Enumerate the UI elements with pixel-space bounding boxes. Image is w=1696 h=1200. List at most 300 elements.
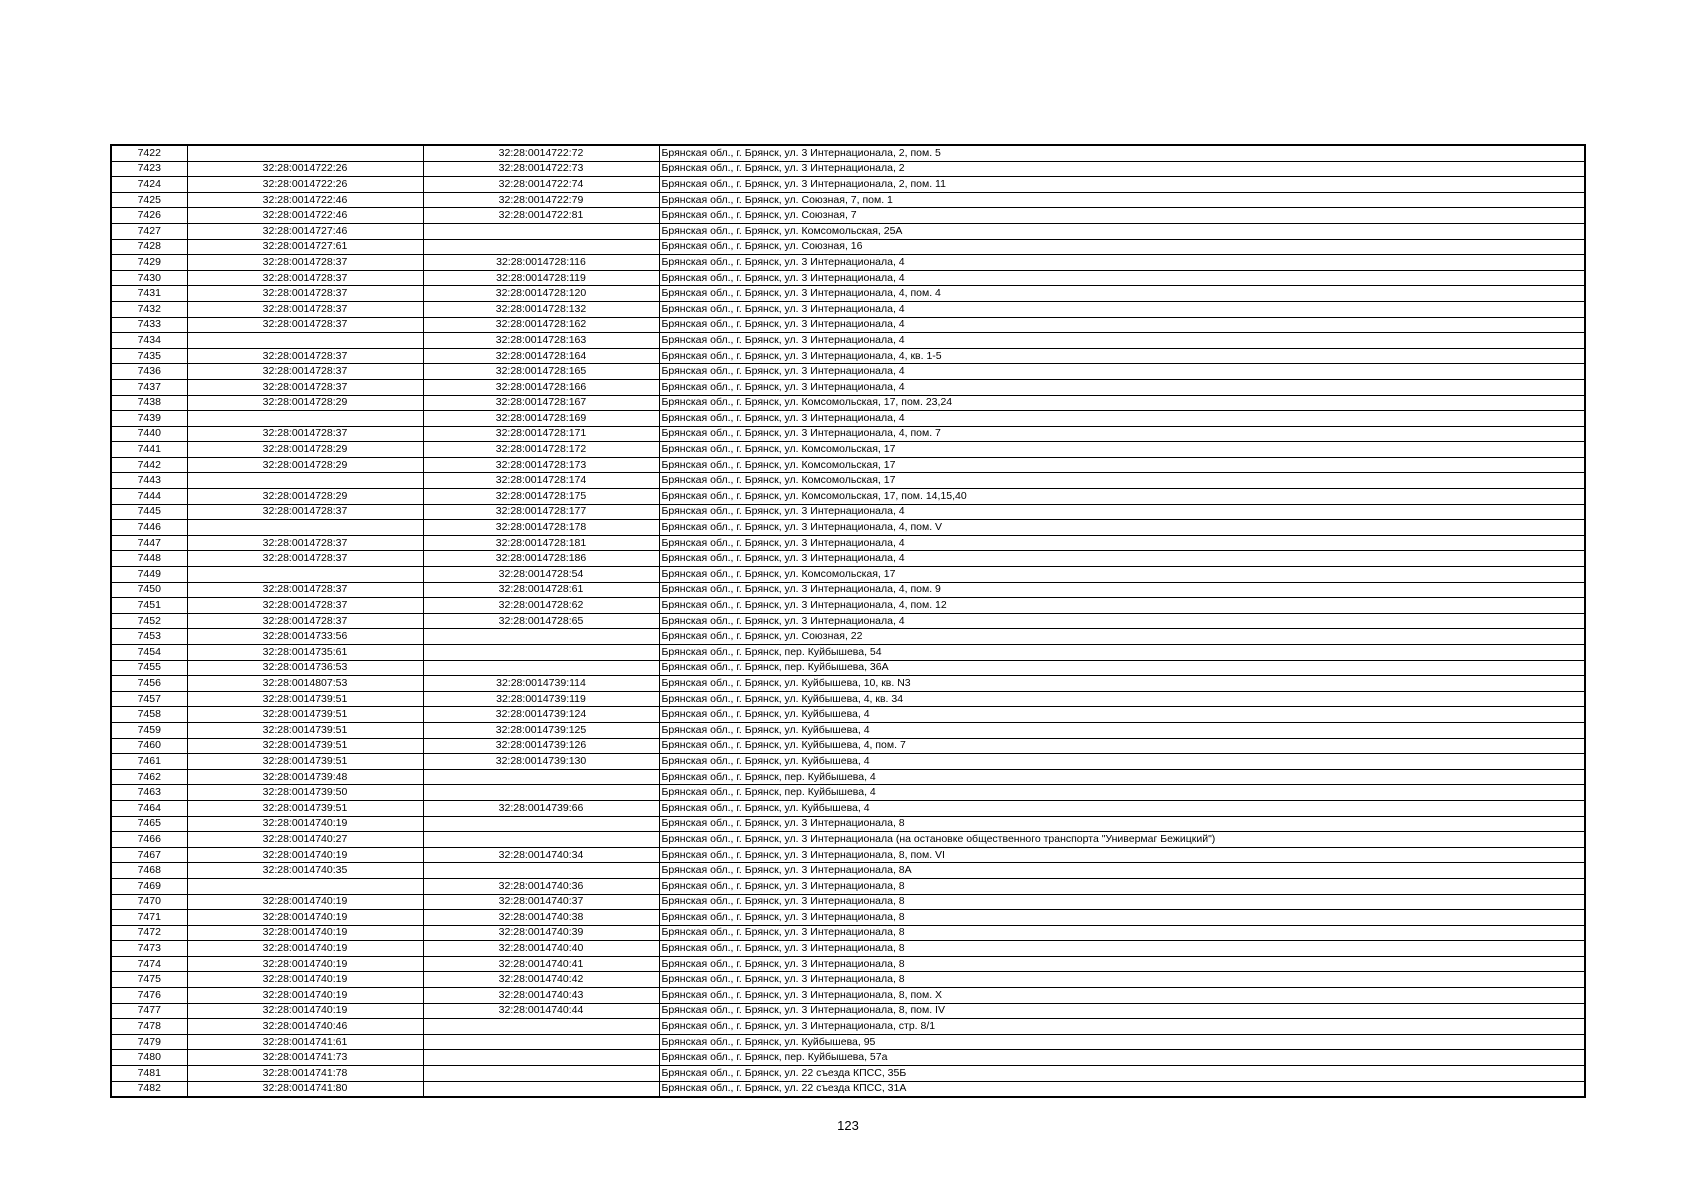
table-row (111, 395, 1585, 411)
land-plot-cadastral-number-cell: 32:28:0014740:19 (187, 941, 423, 957)
address-cell: Брянская обл., г. Брянск, ул. 3 Интернационала, 8, пом. IV (659, 1003, 1585, 1019)
address-cell: Брянская обл., г. Брянск, ул. 3 Интернационала, 4 (659, 504, 1585, 520)
row-number-cell: 7433 (111, 317, 187, 333)
address-cell: Брянская обл., г. Брянск, ул. 3 Интернационала, 2, пом. 11 (659, 177, 1585, 193)
land-plot-cadastral-number-cell: 32:28:0014722:46 (187, 208, 423, 224)
object-cadastral-number-cell: 32:28:0014739:126 (423, 738, 659, 754)
table-row (111, 442, 1585, 458)
row-number-cell: 7428 (111, 239, 187, 255)
row-number-cell: 7453 (111, 629, 187, 645)
land-plot-cadastral-number-cell: 32:28:0014740:19 (187, 1003, 423, 1019)
address-cell: Брянская обл., г. Брянск, ул. 3 Интернационала, 4 (659, 411, 1585, 427)
row-number-cell: 7450 (111, 582, 187, 598)
row-number-cell: 7459 (111, 722, 187, 738)
object-cadastral-number-cell: 32:28:0014728:186 (423, 551, 659, 567)
land-plot-cadastral-number-cell: 32:28:0014728:29 (187, 489, 423, 505)
land-plot-cadastral-number-cell: 32:28:0014722:26 (187, 161, 423, 177)
land-plot-cadastral-number-cell: 32:28:0014740:35 (187, 863, 423, 879)
object-cadastral-number-cell: 32:28:0014740:36 (423, 878, 659, 894)
land-plot-cadastral-number-cell: 32:28:0014741:78 (187, 1066, 423, 1082)
land-plot-cadastral-number-cell: 32:28:0014728:37 (187, 551, 423, 567)
row-number-cell: 7427 (111, 223, 187, 239)
registry-table-body (111, 145, 1585, 1097)
address-cell: Брянская обл., г. Брянск, ул. 3 Интернационала, 8, пом. X (659, 988, 1585, 1004)
table-row (111, 1019, 1585, 1035)
address-cell: Брянская обл., г. Брянск, ул. Куйбышева, 95 (659, 1034, 1585, 1050)
row-number-cell: 7444 (111, 489, 187, 505)
table-row (111, 1081, 1585, 1097)
row-number-cell: 7442 (111, 457, 187, 473)
row-number-cell: 7431 (111, 286, 187, 302)
land-plot-cadastral-number-cell: 32:28:0014740:46 (187, 1019, 423, 1035)
row-number-cell: 7472 (111, 925, 187, 941)
row-number-cell: 7460 (111, 738, 187, 754)
address-cell: Брянская обл., г. Брянск, ул. 3 Интернационала, 8А (659, 863, 1585, 879)
table-row (111, 411, 1585, 427)
row-number-cell: 7440 (111, 426, 187, 442)
land-plot-cadastral-number-cell: 32:28:0014736:53 (187, 660, 423, 676)
table-row (111, 925, 1585, 941)
row-number-cell: 7451 (111, 598, 187, 614)
table-row (111, 426, 1585, 442)
row-number-cell: 7465 (111, 816, 187, 832)
address-cell: Брянская обл., г. Брянск, ул. 22 съезда КПСС, 35Б (659, 1066, 1585, 1082)
land-plot-cadastral-number-cell: 32:28:0014735:61 (187, 645, 423, 661)
land-plot-cadastral-number-cell: 32:28:0014728:37 (187, 348, 423, 364)
land-plot-cadastral-number-cell: 32:28:0014739:51 (187, 754, 423, 770)
registry-table (110, 144, 1586, 1098)
object-cadastral-number-cell: 32:28:0014728:120 (423, 286, 659, 302)
land-plot-cadastral-number-cell: 32:28:0014807:53 (187, 676, 423, 692)
land-plot-cadastral-number-cell: 32:28:0014739:51 (187, 722, 423, 738)
address-cell: Брянская обл., г. Брянск, ул. 3 Интернационала, 4 (659, 379, 1585, 395)
address-cell: Брянская обл., г. Брянск, ул. 3 Интернационала, 4 (659, 270, 1585, 286)
row-number-cell: 7481 (111, 1066, 187, 1082)
land-plot-cadastral-number-cell (187, 520, 423, 536)
land-plot-cadastral-number-cell: 32:28:0014722:26 (187, 177, 423, 193)
land-plot-cadastral-number-cell: 32:28:0014741:61 (187, 1034, 423, 1050)
row-number-cell: 7462 (111, 769, 187, 785)
land-plot-cadastral-number-cell: 32:28:0014739:48 (187, 769, 423, 785)
table-row (111, 551, 1585, 567)
address-cell: Брянская обл., г. Брянск, ул. 3 Интернационала, 8 (659, 894, 1585, 910)
land-plot-cadastral-number-cell: 32:28:0014739:51 (187, 800, 423, 816)
address-cell: Брянская обл., г. Брянск, ул. 3 Интернационала, 8 (659, 941, 1585, 957)
address-cell: Брянская обл., г. Брянск, ул. Комсомольская, 17, пом. 23,24 (659, 395, 1585, 411)
address-cell: Брянская обл., г. Брянск, ул. 3 Интернационала, 4 (659, 333, 1585, 349)
object-cadastral-number-cell: 32:28:0014740:34 (423, 847, 659, 863)
row-number-cell: 7469 (111, 878, 187, 894)
table-row (111, 1050, 1585, 1066)
land-plot-cadastral-number-cell: 32:28:0014728:37 (187, 598, 423, 614)
object-cadastral-number-cell: 32:28:0014722:73 (423, 161, 659, 177)
object-cadastral-number-cell: 32:28:0014728:61 (423, 582, 659, 598)
row-number-cell: 7441 (111, 442, 187, 458)
address-cell: Брянская обл., г. Брянск, ул. Комсомольская, 17 (659, 442, 1585, 458)
address-cell: Брянская обл., г. Брянск, ул. 3 Интернационала, 4, пом. 7 (659, 426, 1585, 442)
table-row (111, 722, 1585, 738)
row-number-cell: 7424 (111, 177, 187, 193)
table-row (111, 364, 1585, 380)
land-plot-cadastral-number-cell: 32:28:0014722:46 (187, 192, 423, 208)
table-row (111, 769, 1585, 785)
land-plot-cadastral-number-cell: 32:28:0014740:19 (187, 910, 423, 926)
land-plot-cadastral-number-cell: 32:28:0014740:19 (187, 816, 423, 832)
land-plot-cadastral-number-cell: 32:28:0014739:51 (187, 707, 423, 723)
object-cadastral-number-cell: 32:28:0014739:124 (423, 707, 659, 723)
row-number-cell: 7466 (111, 832, 187, 848)
object-cadastral-number-cell: 32:28:0014740:43 (423, 988, 659, 1004)
land-plot-cadastral-number-cell: 32:28:0014727:61 (187, 239, 423, 255)
row-number-cell: 7458 (111, 707, 187, 723)
land-plot-cadastral-number-cell: 32:28:0014728:37 (187, 613, 423, 629)
table-row (111, 504, 1585, 520)
address-cell: Брянская обл., г. Брянск, ул. 3 Интернационала, 4, пом. 12 (659, 598, 1585, 614)
row-number-cell: 7476 (111, 988, 187, 1004)
row-number-cell: 7439 (111, 411, 187, 427)
land-plot-cadastral-number-cell (187, 333, 423, 349)
land-plot-cadastral-number-cell: 32:28:0014727:46 (187, 223, 423, 239)
row-number-cell: 7423 (111, 161, 187, 177)
object-cadastral-number-cell: 32:28:0014722:74 (423, 177, 659, 193)
row-number-cell: 7430 (111, 270, 187, 286)
land-plot-cadastral-number-cell: 32:28:0014728:37 (187, 317, 423, 333)
table-row (111, 832, 1585, 848)
table-row (111, 535, 1585, 551)
land-plot-cadastral-number-cell (187, 878, 423, 894)
address-cell: Брянская обл., г. Брянск, ул. 3 Интернационала, 4, пом. V (659, 520, 1585, 536)
row-number-cell: 7426 (111, 208, 187, 224)
row-number-cell: 7461 (111, 754, 187, 770)
object-cadastral-number-cell (423, 1081, 659, 1097)
table-row (111, 145, 1585, 161)
table-row (111, 941, 1585, 957)
address-cell: Брянская обл., г. Брянск, пер. Куйбышева, 4 (659, 769, 1585, 785)
land-plot-cadastral-number-cell: 32:28:0014740:27 (187, 832, 423, 848)
land-plot-cadastral-number-cell: 32:28:0014728:29 (187, 457, 423, 473)
row-number-cell: 7455 (111, 660, 187, 676)
object-cadastral-number-cell (423, 223, 659, 239)
table-row (111, 301, 1585, 317)
land-plot-cadastral-number-cell: 32:28:0014739:51 (187, 691, 423, 707)
object-cadastral-number-cell: 32:28:0014740:42 (423, 972, 659, 988)
row-number-cell: 7478 (111, 1019, 187, 1035)
address-cell: Брянская обл., г. Брянск, ул. 3 Интернационала, стр. 8/1 (659, 1019, 1585, 1035)
row-number-cell: 7438 (111, 395, 187, 411)
table-row (111, 800, 1585, 816)
table-row (111, 629, 1585, 645)
row-number-cell: 7452 (111, 613, 187, 629)
table-row (111, 520, 1585, 536)
land-plot-cadastral-number-cell: 32:28:0014728:37 (187, 582, 423, 598)
object-cadastral-number-cell: 32:28:0014728:165 (423, 364, 659, 380)
row-number-cell: 7425 (111, 192, 187, 208)
table-row (111, 910, 1585, 926)
table-row (111, 754, 1585, 770)
object-cadastral-number-cell: 32:28:0014728:173 (423, 457, 659, 473)
table-row (111, 894, 1585, 910)
row-number-cell: 7479 (111, 1034, 187, 1050)
address-cell: Брянская обл., г. Брянск, пер. Куйбышева, 57а (659, 1050, 1585, 1066)
address-cell: Брянская обл., г. Брянск, ул. Комсомольская, 17 (659, 457, 1585, 473)
row-number-cell: 7429 (111, 255, 187, 271)
object-cadastral-number-cell: 32:28:0014740:44 (423, 1003, 659, 1019)
object-cadastral-number-cell: 32:28:0014739:114 (423, 676, 659, 692)
row-number-cell: 7454 (111, 645, 187, 661)
object-cadastral-number-cell: 32:28:0014728:174 (423, 473, 659, 489)
address-cell: Брянская обл., г. Брянск, ул. 3 Интернационала, 4 (659, 551, 1585, 567)
object-cadastral-number-cell: 32:28:0014728:169 (423, 411, 659, 427)
row-number-cell: 7471 (111, 910, 187, 926)
land-plot-cadastral-number-cell: 32:28:0014728:37 (187, 255, 423, 271)
table-row (111, 379, 1585, 395)
address-cell: Брянская обл., г. Брянск, ул. Куйбышева, 4 (659, 722, 1585, 738)
land-plot-cadastral-number-cell: 32:28:0014740:19 (187, 925, 423, 941)
row-number-cell: 7435 (111, 348, 187, 364)
land-plot-cadastral-number-cell: 32:28:0014740:19 (187, 894, 423, 910)
address-cell: Брянская обл., г. Брянск, ул. 3 Интернационала, 8 (659, 910, 1585, 926)
address-cell: Брянская обл., г. Брянск, ул. Комсомольская, 25А (659, 223, 1585, 239)
address-cell: Брянская обл., г. Брянск, ул. 3 Интернационала, 2, пом. 5 (659, 145, 1585, 161)
table-row (111, 473, 1585, 489)
object-cadastral-number-cell (423, 660, 659, 676)
object-cadastral-number-cell: 32:28:0014722:72 (423, 145, 659, 161)
address-cell: Брянская обл., г. Брянск, ул. Куйбышева, 10, кв. N3 (659, 676, 1585, 692)
land-plot-cadastral-number-cell: 32:28:0014740:19 (187, 972, 423, 988)
object-cadastral-number-cell (423, 1050, 659, 1066)
object-cadastral-number-cell (423, 629, 659, 645)
address-cell: Брянская обл., г. Брянск, ул. Куйбышева, 4, пом. 7 (659, 738, 1585, 754)
table-row (111, 333, 1585, 349)
table-row (111, 972, 1585, 988)
object-cadastral-number-cell: 32:28:0014740:38 (423, 910, 659, 926)
table-row (111, 660, 1585, 676)
address-cell: Брянская обл., г. Брянск, ул. Куйбышева, 4 (659, 707, 1585, 723)
land-plot-cadastral-number-cell: 32:28:0014740:19 (187, 988, 423, 1004)
table-row (111, 816, 1585, 832)
land-plot-cadastral-number-cell (187, 473, 423, 489)
address-cell: Брянская обл., г. Брянск, ул. 3 Интернационала, 4 (659, 535, 1585, 551)
table-row (111, 208, 1585, 224)
table-row (111, 239, 1585, 255)
object-cadastral-number-cell: 32:28:0014728:54 (423, 567, 659, 583)
object-cadastral-number-cell: 32:28:0014728:172 (423, 442, 659, 458)
object-cadastral-number-cell (423, 832, 659, 848)
table-row (111, 956, 1585, 972)
table-row (111, 988, 1585, 1004)
object-cadastral-number-cell (423, 1066, 659, 1082)
land-plot-cadastral-number-cell: 32:28:0014728:37 (187, 426, 423, 442)
object-cadastral-number-cell: 32:28:0014728:166 (423, 379, 659, 395)
address-cell: Брянская обл., г. Брянск, ул. 3 Интернационала, 4, пом. 9 (659, 582, 1585, 598)
table-row (111, 613, 1585, 629)
row-number-cell: 7437 (111, 379, 187, 395)
object-cadastral-number-cell: 32:28:0014728:119 (423, 270, 659, 286)
land-plot-cadastral-number-cell: 32:28:0014728:37 (187, 379, 423, 395)
object-cadastral-number-cell: 32:28:0014728:177 (423, 504, 659, 520)
row-number-cell: 7475 (111, 972, 187, 988)
object-cadastral-number-cell (423, 645, 659, 661)
row-number-cell: 7446 (111, 520, 187, 536)
table-row (111, 847, 1585, 863)
object-cadastral-number-cell: 32:28:0014728:132 (423, 301, 659, 317)
address-cell: Брянская обл., г. Брянск, пер. Куйбышева, 4 (659, 785, 1585, 801)
page-number: 123 (837, 1118, 859, 1133)
row-number-cell: 7445 (111, 504, 187, 520)
table-row (111, 567, 1585, 583)
object-cadastral-number-cell (423, 239, 659, 255)
object-cadastral-number-cell: 32:28:0014740:39 (423, 925, 659, 941)
row-number-cell: 7447 (111, 535, 187, 551)
table-row (111, 582, 1585, 598)
row-number-cell: 7480 (111, 1050, 187, 1066)
row-number-cell: 7456 (111, 676, 187, 692)
object-cadastral-number-cell: 32:28:0014728:116 (423, 255, 659, 271)
object-cadastral-number-cell: 32:28:0014728:167 (423, 395, 659, 411)
address-cell: Брянская обл., г. Брянск, ул. 22 съезда КПСС, 31А (659, 1081, 1585, 1097)
row-number-cell: 7474 (111, 956, 187, 972)
address-cell: Брянская обл., г. Брянск, ул. 3 Интернационала (на остановке общественного транспорта "Универмаг Бежицкий") (659, 832, 1585, 848)
address-cell: Брянская обл., г. Брянск, ул. 3 Интернационала, 8, пом. VI (659, 847, 1585, 863)
table-row (111, 707, 1585, 723)
table-row (111, 1003, 1585, 1019)
land-plot-cadastral-number-cell: 32:28:0014739:51 (187, 738, 423, 754)
land-plot-cadastral-number-cell: 32:28:0014728:29 (187, 395, 423, 411)
address-cell: Брянская обл., г. Брянск, ул. 3 Интернационала, 4, пом. 4 (659, 286, 1585, 302)
land-plot-cadastral-number-cell: 32:28:0014733:56 (187, 629, 423, 645)
address-cell: Брянская обл., г. Брянск, ул. 3 Интернационала, 8 (659, 972, 1585, 988)
table-row (111, 863, 1585, 879)
object-cadastral-number-cell: 32:28:0014740:37 (423, 894, 659, 910)
row-number-cell: 7434 (111, 333, 187, 349)
object-cadastral-number-cell: 32:28:0014728:178 (423, 520, 659, 536)
land-plot-cadastral-number-cell (187, 145, 423, 161)
table-row (111, 348, 1585, 364)
table-row (111, 785, 1585, 801)
row-number-cell: 7463 (111, 785, 187, 801)
object-cadastral-number-cell: 32:28:0014728:62 (423, 598, 659, 614)
row-number-cell: 7470 (111, 894, 187, 910)
row-number-cell: 7473 (111, 941, 187, 957)
table-row (111, 270, 1585, 286)
address-cell: Брянская обл., г. Брянск, ул. 3 Интернационала, 4 (659, 301, 1585, 317)
address-cell: Брянская обл., г. Брянск, ул. 3 Интернационала, 4 (659, 613, 1585, 629)
row-number-cell: 7422 (111, 145, 187, 161)
land-plot-cadastral-number-cell: 32:28:0014728:37 (187, 364, 423, 380)
row-number-cell: 7477 (111, 1003, 187, 1019)
object-cadastral-number-cell: 32:28:0014739:66 (423, 800, 659, 816)
object-cadastral-number-cell: 32:28:0014728:175 (423, 489, 659, 505)
land-plot-cadastral-number-cell: 32:28:0014728:37 (187, 504, 423, 520)
table-row (111, 161, 1585, 177)
object-cadastral-number-cell (423, 785, 659, 801)
table-row (111, 878, 1585, 894)
object-cadastral-number-cell (423, 863, 659, 879)
row-number-cell: 7432 (111, 301, 187, 317)
address-cell: Брянская обл., г. Брянск, ул. 3 Интернационала, 8 (659, 925, 1585, 941)
table-row (111, 1034, 1585, 1050)
object-cadastral-number-cell: 32:28:0014728:163 (423, 333, 659, 349)
object-cadastral-number-cell (423, 1034, 659, 1050)
table-row (111, 738, 1585, 754)
table-row (111, 489, 1585, 505)
address-cell: Брянская обл., г. Брянск, ул. 3 Интернационала, 8 (659, 956, 1585, 972)
address-cell: Брянская обл., г. Брянск, ул. Союзная, 7, пом. 1 (659, 192, 1585, 208)
address-cell: Брянская обл., г. Брянск, ул. 3 Интернационала, 8 (659, 816, 1585, 832)
table-row (111, 1066, 1585, 1082)
address-cell: Брянская обл., г. Брянск, ул. Куйбышева, 4 (659, 754, 1585, 770)
row-number-cell: 7448 (111, 551, 187, 567)
address-cell: Брянская обл., г. Брянск, ул. 3 Интернационала, 8 (659, 878, 1585, 894)
table-row (111, 598, 1585, 614)
table-row (111, 691, 1585, 707)
object-cadastral-number-cell: 32:28:0014739:130 (423, 754, 659, 770)
row-number-cell: 7436 (111, 364, 187, 380)
address-cell: Брянская обл., г. Брянск, ул. 3 Интернационала, 4 (659, 317, 1585, 333)
object-cadastral-number-cell: 32:28:0014739:119 (423, 691, 659, 707)
object-cadastral-number-cell (423, 1019, 659, 1035)
address-cell: Брянская обл., г. Брянск, ул. 3 Интернационала, 2 (659, 161, 1585, 177)
address-cell: Брянская обл., г. Брянск, ул. Союзная, 7 (659, 208, 1585, 224)
address-cell: Брянская обл., г. Брянск, ул. Комсомольская, 17 (659, 567, 1585, 583)
object-cadastral-number-cell: 32:28:0014728:162 (423, 317, 659, 333)
land-plot-cadastral-number-cell: 32:28:0014728:37 (187, 535, 423, 551)
row-number-cell: 7449 (111, 567, 187, 583)
object-cadastral-number-cell (423, 816, 659, 832)
table-row (111, 676, 1585, 692)
object-cadastral-number-cell: 32:28:0014728:171 (423, 426, 659, 442)
table-row (111, 317, 1585, 333)
land-plot-cadastral-number-cell (187, 567, 423, 583)
address-cell: Брянская обл., г. Брянск, ул. Комсомольская, 17, пом. 14,15,40 (659, 489, 1585, 505)
table-row (111, 223, 1585, 239)
object-cadastral-number-cell: 32:28:0014722:79 (423, 192, 659, 208)
land-plot-cadastral-number-cell (187, 411, 423, 427)
object-cadastral-number-cell: 32:28:0014739:125 (423, 722, 659, 738)
address-cell: Брянская обл., г. Брянск, пер. Куйбышева, 36А (659, 660, 1585, 676)
address-cell: Брянская обл., г. Брянск, ул. Куйбышева, 4, кв. 34 (659, 691, 1585, 707)
land-plot-cadastral-number-cell: 32:28:0014741:80 (187, 1081, 423, 1097)
table-row (111, 457, 1585, 473)
land-plot-cadastral-number-cell: 32:28:0014728:29 (187, 442, 423, 458)
land-plot-cadastral-number-cell: 32:28:0014739:50 (187, 785, 423, 801)
table-row (111, 286, 1585, 302)
address-cell: Брянская обл., г. Брянск, ул. Союзная, 16 (659, 239, 1585, 255)
address-cell: Брянская обл., г. Брянск, пер. Куйбышева, 54 (659, 645, 1585, 661)
table-row (111, 177, 1585, 193)
row-number-cell: 7482 (111, 1081, 187, 1097)
land-plot-cadastral-number-cell: 32:28:0014740:19 (187, 847, 423, 863)
land-plot-cadastral-number-cell: 32:28:0014728:37 (187, 286, 423, 302)
address-cell: Брянская обл., г. Брянск, ул. Союзная, 22 (659, 629, 1585, 645)
table-row (111, 645, 1585, 661)
object-cadastral-number-cell: 32:28:0014740:41 (423, 956, 659, 972)
land-plot-cadastral-number-cell: 32:28:0014741:73 (187, 1050, 423, 1066)
object-cadastral-number-cell (423, 769, 659, 785)
object-cadastral-number-cell: 32:28:0014740:40 (423, 941, 659, 957)
table-row (111, 255, 1585, 271)
land-plot-cadastral-number-cell: 32:28:0014740:19 (187, 956, 423, 972)
address-cell: Брянская обл., г. Брянск, ул. 3 Интернационала, 4, кв. 1-5 (659, 348, 1585, 364)
object-cadastral-number-cell: 32:28:0014728:164 (423, 348, 659, 364)
land-plot-cadastral-number-cell: 32:28:0014728:37 (187, 301, 423, 317)
row-number-cell: 7443 (111, 473, 187, 489)
address-cell: Брянская обл., г. Брянск, ул. 3 Интернационала, 4 (659, 364, 1585, 380)
row-number-cell: 7467 (111, 847, 187, 863)
object-cadastral-number-cell: 32:28:0014728:181 (423, 535, 659, 551)
address-cell: Брянская обл., г. Брянск, ул. Куйбышева, 4 (659, 800, 1585, 816)
object-cadastral-number-cell: 32:28:0014722:81 (423, 208, 659, 224)
